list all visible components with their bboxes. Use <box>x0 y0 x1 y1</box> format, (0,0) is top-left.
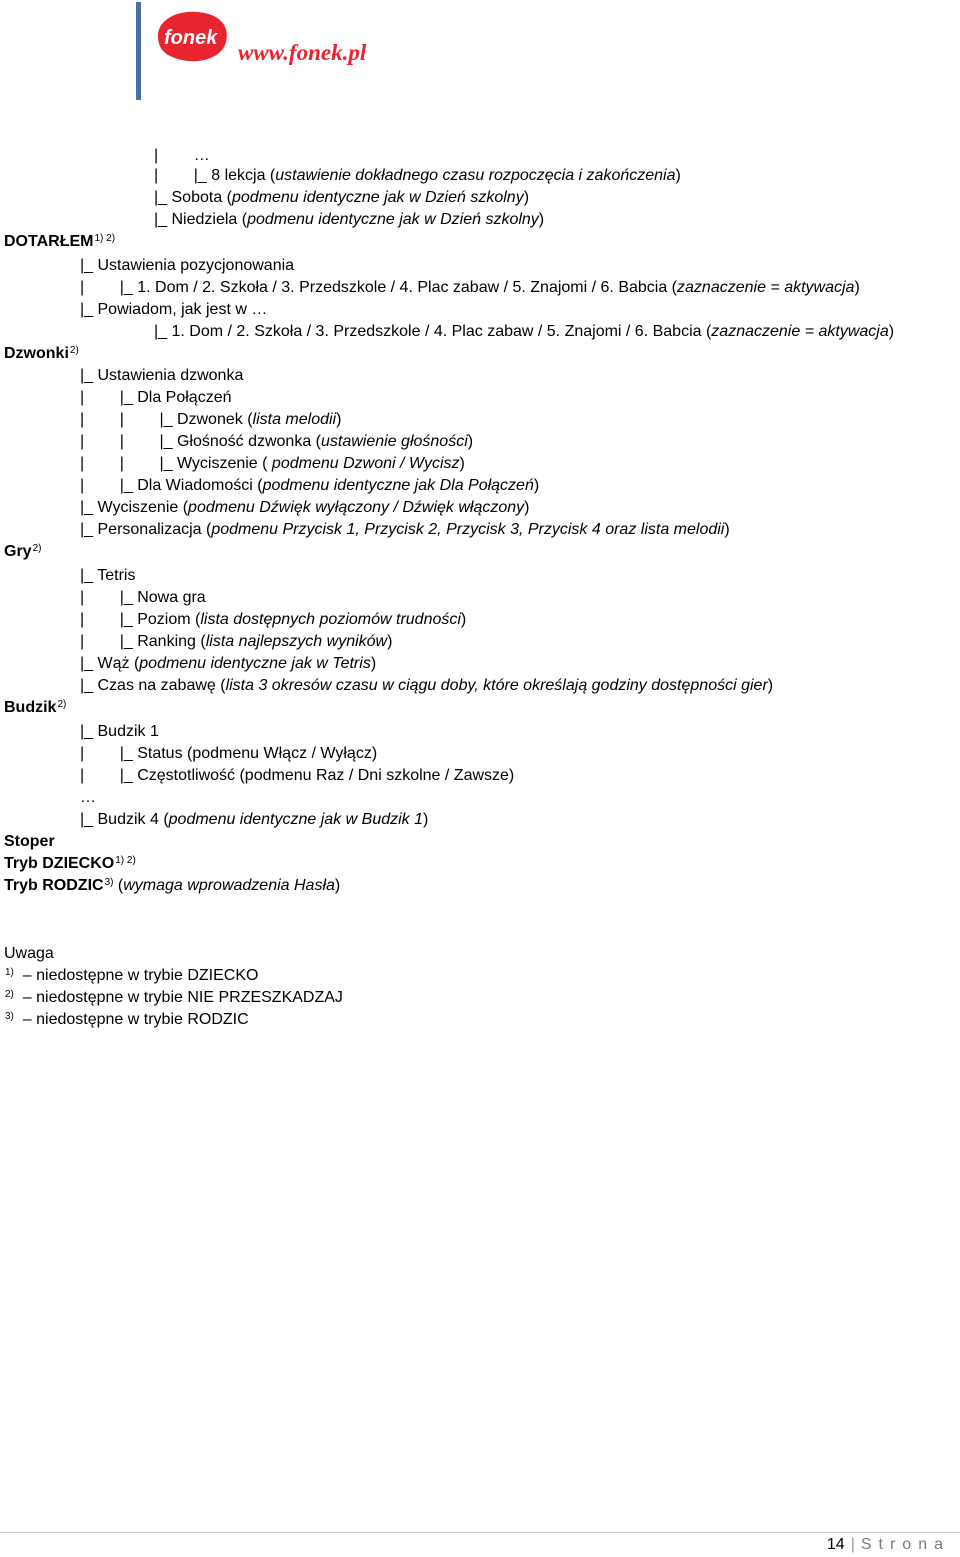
tree-branch: |_ <box>80 257 98 274</box>
footnote-marker: 3) <box>104 877 114 888</box>
menu-section <box>4 698 66 718</box>
menu-item <box>80 256 294 276</box>
footer-divider <box>0 1532 960 1533</box>
menu-item <box>80 788 96 808</box>
menu-item <box>80 632 392 652</box>
item-text: Głośność dzwonka ( <box>176 433 321 450</box>
menu-item <box>80 432 473 452</box>
section-title: Tryb RODZIC <box>4 877 104 894</box>
section-title: Gry <box>4 543 32 560</box>
menu-item <box>154 188 529 208</box>
menu-item <box>80 610 466 630</box>
item-text: Dla Wiadomości ( <box>137 477 263 494</box>
menu-item <box>80 722 159 742</box>
menu-item <box>80 366 243 386</box>
menu-section <box>4 542 41 562</box>
tree-branch: |_ <box>80 499 98 516</box>
note-item <box>4 966 258 986</box>
item-text: ) <box>533 477 540 494</box>
tree-branch: | | |_ <box>80 411 177 428</box>
item-text: ) <box>854 279 860 296</box>
tree-branch: |_ <box>154 211 172 228</box>
tree-branch: |_ <box>80 301 98 318</box>
tree-branch: | |_ <box>80 477 138 494</box>
item-text: Nowa gra <box>137 589 206 606</box>
item-text: ) <box>460 611 467 628</box>
item-text: Dla Połączeń <box>137 389 232 406</box>
item-text: Status (podmenu Włącz / Wyłącz) <box>137 745 378 762</box>
item-text: Dzwonek ( <box>176 411 253 428</box>
menu-item <box>154 166 681 186</box>
tree-branch: | |_ <box>80 745 138 762</box>
item-text: ) <box>423 811 429 828</box>
item-text: Ranking ( <box>137 633 206 650</box>
item-text: ) <box>523 189 530 206</box>
italic-note: lista melodii <box>252 411 337 428</box>
menu-item <box>80 388 232 408</box>
item-text: Wąż ( <box>97 655 140 672</box>
item-text: ) <box>524 499 530 516</box>
item-text: Czas na zabawę ( <box>97 677 226 694</box>
menu-item <box>80 744 377 764</box>
menu-item <box>154 146 210 166</box>
italic-note: podmenu Przycisk 1, Przycisk 2, Przycisk 3, Przycisk 4 oraz lista melodii <box>211 521 725 538</box>
menu-section <box>4 876 340 896</box>
menu-item <box>154 322 894 342</box>
menu-item <box>80 300 267 320</box>
footnote-marker: 2) <box>5 989 14 1000</box>
note-text: – niedostępne w trybie DZIECKO <box>13 967 259 984</box>
italic-note: lista 3 okresów czasu w ciągu doby, które określają godziny dostępności gier <box>225 677 768 694</box>
item-text: ) <box>724 521 730 538</box>
item-text: 1. Dom / 2. Szkoła / 3. Przedszkole / 4. Plac zabaw / 5. Znajomi / 6. Babcia ( <box>137 279 678 296</box>
item-text: ) <box>467 433 474 450</box>
italic-note: podmenu identyczne jak w Dzień szkolny <box>231 189 524 206</box>
italic-note: lista najlepszych wyników <box>205 633 388 650</box>
menu-item <box>80 476 539 496</box>
page-label: Strona <box>860 1536 950 1553</box>
menu-item <box>80 454 465 474</box>
site-url[interactable]: www.fonek.pl <box>238 40 367 65</box>
item-text: Budzik 1 <box>97 723 159 740</box>
menu-item <box>80 654 376 674</box>
menu-item <box>80 766 514 786</box>
menu-item <box>80 278 860 298</box>
menu-section <box>4 232 115 252</box>
item-text: ) <box>538 211 545 228</box>
tree-branch: | |_ <box>80 279 138 296</box>
italic-note: wymaga wprowadzenia Hasła <box>123 877 335 894</box>
item-text: Ustawienia pozycjonowania <box>97 257 295 274</box>
item-text: ) <box>336 411 342 428</box>
item-text: ) <box>459 455 465 472</box>
italic-note: podmenu Dźwięk wyłączony / Dźwięk włączony <box>188 499 525 516</box>
tree-branch: |_ <box>80 567 98 584</box>
italic-note: ustawienie dokładnego czasu rozpoczęcia i zakończenia <box>275 167 676 184</box>
tree-branch: | |_ <box>80 633 138 650</box>
menu-item <box>154 210 544 230</box>
item-text: Sobota ( <box>171 189 232 206</box>
item-text: ) <box>888 323 895 340</box>
tree-branch: | |_ <box>154 167 212 184</box>
tree-branch: | | |_ <box>80 455 177 472</box>
item-text: Niedziela ( <box>171 211 248 228</box>
page-footer <box>827 1536 950 1554</box>
footnote-marker: 1) 2) <box>94 233 116 244</box>
item-text: Ustawienia dzwonka <box>97 367 244 384</box>
item-text: 8 lekcja ( <box>211 167 276 184</box>
italic-note: lista dostępnych poziomów trudności <box>200 611 461 628</box>
note-text: – niedostępne w trybie NIE PRZESZKADZAJ <box>13 989 343 1006</box>
item-text: ) <box>387 633 393 650</box>
menu-item <box>80 520 730 540</box>
notes-title: Uwaga <box>4 945 54 962</box>
footer-separator: | <box>850 1536 855 1553</box>
tree-branch: |_ <box>80 723 98 740</box>
menu-item <box>80 588 206 608</box>
tree-branch: |_ <box>80 677 98 694</box>
item-text: Tetris <box>97 567 136 584</box>
tree-branch: | |_ <box>80 589 138 606</box>
tree-branch: … <box>80 789 96 806</box>
menu-section <box>4 344 79 364</box>
header-accent-bar <box>136 2 141 100</box>
italic-note: podmenu Dzwoni / Wycisz <box>271 455 460 472</box>
italic-note: podmenu identyczne jak Dla Połączeń <box>262 477 534 494</box>
tree-branch: |_ <box>80 811 98 828</box>
footnote-marker: 1) <box>5 967 14 978</box>
fonek-logo <box>150 8 232 64</box>
menu-item <box>80 810 428 830</box>
tree-branch: | |_ <box>80 611 138 628</box>
tree-branch: |_ <box>154 189 172 206</box>
footnote-marker: 2) <box>57 699 67 710</box>
italic-note: podmenu identyczne jak w Tetris <box>139 655 371 672</box>
item-text: Wyciszenie ( <box>176 455 272 472</box>
footnote-marker: 2) <box>69 345 79 356</box>
item-text: ) <box>334 877 341 894</box>
section-title: Stoper <box>4 833 55 850</box>
item-text: Budzik 4 ( <box>97 811 169 828</box>
menu-section <box>4 832 55 852</box>
tree-branch: |_ <box>80 521 98 538</box>
menu-item <box>80 566 135 586</box>
italic-note: podmenu identyczne jak w Budzik 1 <box>168 811 424 828</box>
page-number: 14 <box>826 1536 845 1553</box>
svg-text:fonek: fonek <box>164 27 218 49</box>
item-text: 1. Dom / 2. Szkoła / 3. Przedszkole / 4. Plac zabaw / 5. Znajomi / 6. Babcia ( <box>171 323 712 340</box>
tree-branch: |_ <box>80 367 98 384</box>
item-text: ) <box>767 677 774 694</box>
italic-note: podmenu identyczne jak w Dzień szkolny <box>247 211 539 228</box>
tree-branch: |_ <box>80 655 98 672</box>
footnote-marker: 2) <box>32 543 42 554</box>
tree-branch: | | |_ <box>80 433 177 450</box>
menu-item <box>80 410 341 430</box>
tree-branch: | |_ <box>80 389 138 406</box>
note-item <box>4 1010 249 1030</box>
section-title: Dzwonki <box>4 345 69 362</box>
item-text: Poziom ( <box>137 611 201 628</box>
section-title: Budzik <box>4 699 57 716</box>
section-title: DOTARŁEM <box>4 233 94 250</box>
section-title: Tryb DZIECKO <box>4 855 115 872</box>
tree-branch: | … <box>154 147 210 164</box>
item-text: ) <box>370 655 377 672</box>
item-text: Częstotliwość (podmenu Raz / Dni szkolne / Zawsze) <box>137 767 515 784</box>
item-text: ) <box>675 167 681 184</box>
tree-branch: | |_ <box>80 767 138 784</box>
item-text: ( <box>113 877 124 894</box>
footnote-marker: 3) <box>5 1011 14 1022</box>
menu-item <box>80 676 773 696</box>
item-text: Wyciszenie ( <box>97 499 189 516</box>
tree-branch: |_ <box>154 323 172 340</box>
menu-item <box>80 498 530 518</box>
note-item <box>4 988 343 1008</box>
italic-note: zaznaczenie = aktywacja <box>711 323 889 340</box>
note-text: – niedostępne w trybie RODZIC <box>13 1011 249 1028</box>
item-text: Personalizacja ( <box>97 521 212 538</box>
footnote-marker: 1) 2) <box>115 855 136 866</box>
italic-note: ustawienie głośności <box>321 433 468 450</box>
menu-section <box>4 854 136 874</box>
italic-note: zaznaczenie = aktywacja <box>677 279 855 296</box>
item-text: Powiadom, jak jest w … <box>97 301 268 318</box>
